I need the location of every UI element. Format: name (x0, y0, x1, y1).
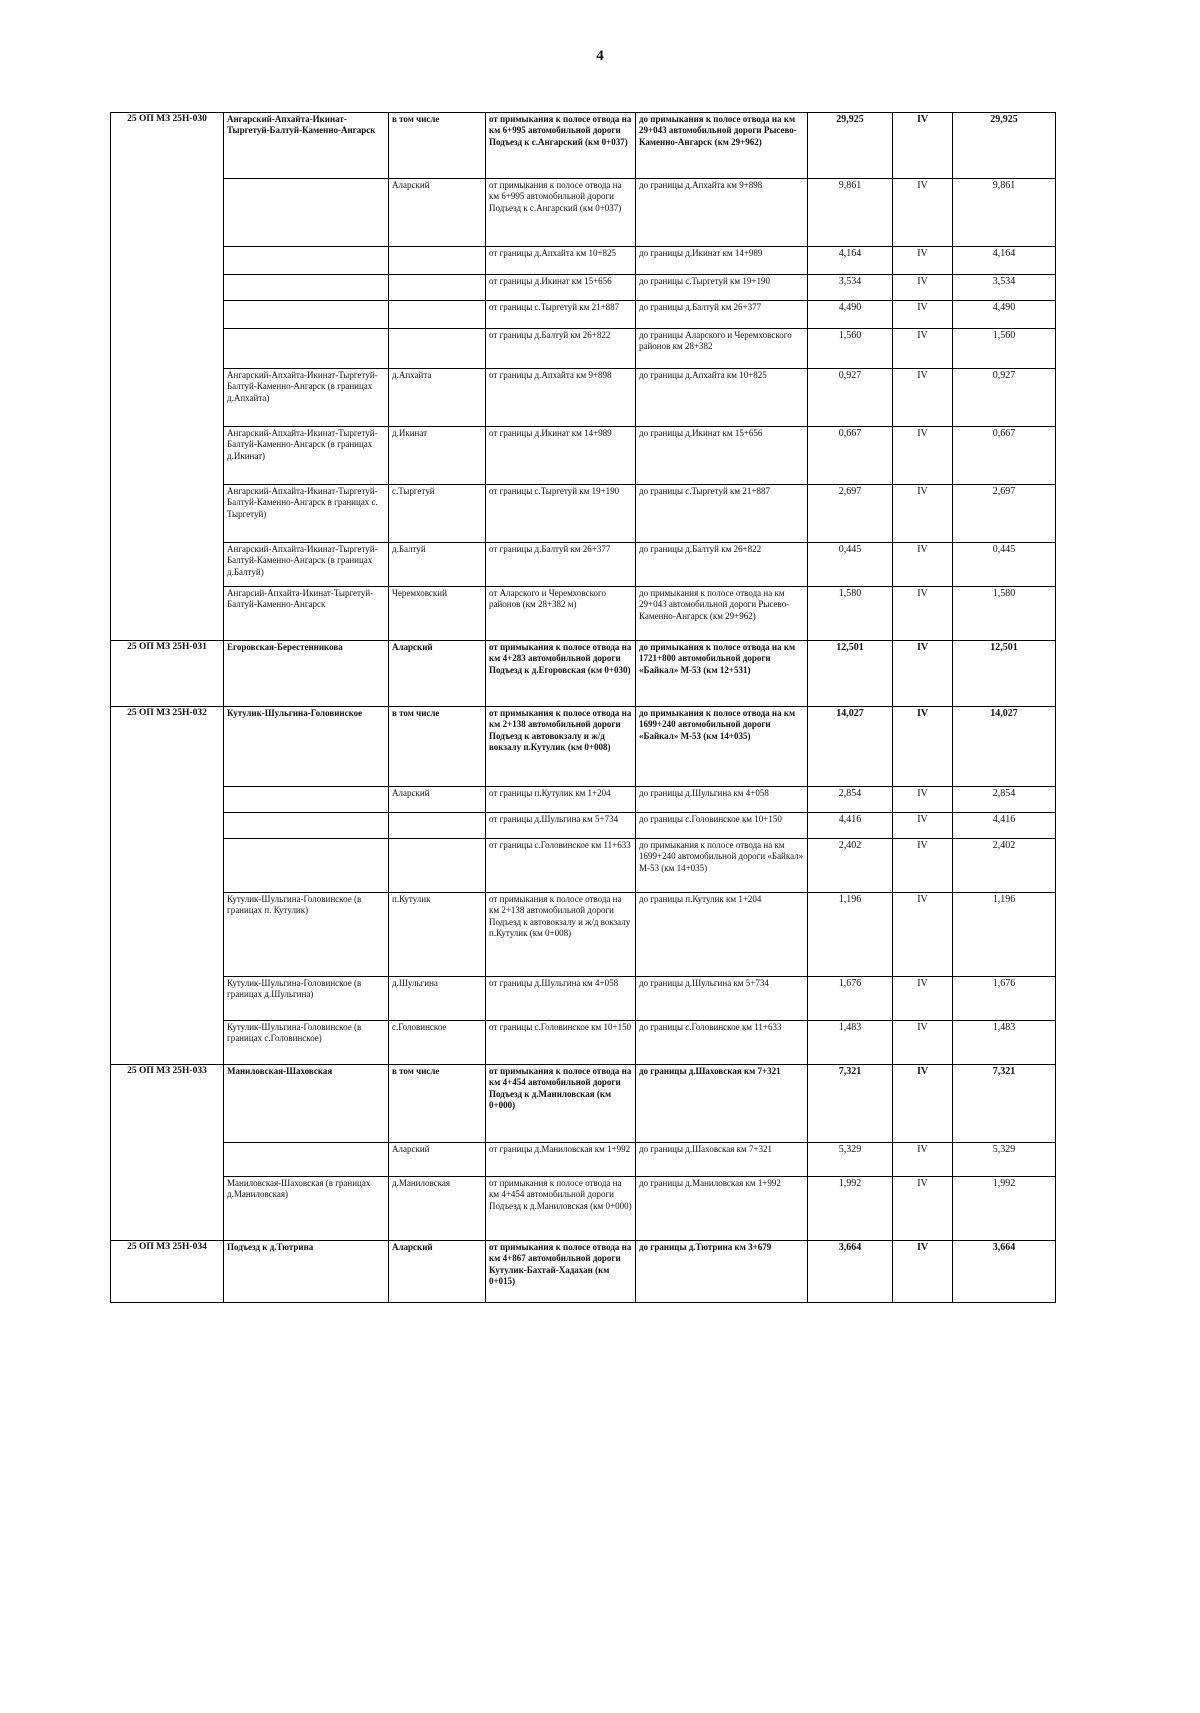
start-point-cell: от границы д.Шульгина км 5+734 (486, 813, 636, 839)
category-cell: IV (893, 1143, 953, 1177)
category-cell: IV (893, 1065, 953, 1143)
category-cell: IV (893, 1241, 953, 1303)
end-point-cell: до границы с.Головинское км 10+150 (636, 813, 808, 839)
total-length-cell: 2,697 (953, 485, 1056, 543)
district-cell: Аларский (389, 641, 486, 707)
table-row (111, 275, 1056, 301)
district-cell: с.Головинское (389, 1021, 486, 1065)
length-cell: 1,676 (808, 977, 893, 1021)
end-point-cell: до границы Аларского и Черемховского районов км 28+382 (636, 329, 808, 369)
total-length-cell: 1,992 (953, 1177, 1056, 1241)
category-cell: IV (893, 839, 953, 893)
end-point-cell: до примыкания к полосе отвода на км 1699+240 автомобильной дороги «Байкал» М-53 (км 14+035) (636, 839, 808, 893)
start-point-cell: от границы д.Икинат км 15+656 (486, 275, 636, 301)
district-cell: Аларский (389, 1143, 486, 1177)
table-row (111, 113, 1056, 179)
road-name-cell: Кутулик-Шульгина-Головинское (в границах с.Головинское) (224, 1021, 389, 1065)
start-point-cell: от Аларского и Черемховского районов (км 28+382 м) (486, 587, 636, 641)
end-point-cell: до границы д.Шульгина км 5+734 (636, 977, 808, 1021)
start-point-cell: от примыкания к полосе отвода на км 6+995 автомобильной дороги Подъезд к с.Ангарский (км 0+037) (486, 179, 636, 247)
end-point-cell: до границы д.Икинат км 15+656 (636, 427, 808, 485)
end-point-cell: до границы д.Икинат км 14+989 (636, 247, 808, 275)
road-name-cell: Ангарсий-Апхайта-Икинат-Тыргетуй-Балтуй-Каменно-Ангарск (224, 587, 389, 641)
length-cell: 14,027 (808, 707, 893, 787)
start-point-cell: от примыкания к полосе отвода на км 2+138 автомобильной дороги Подъезд к автовокзалу и ж/д вокзалу п.Кутулик (км 0+008) (486, 893, 636, 977)
category-cell: IV (893, 427, 953, 485)
length-cell: 0,445 (808, 543, 893, 587)
district-cell (389, 275, 486, 301)
start-point-cell: от границы с.Головинское км 10+150 (486, 1021, 636, 1065)
length-cell: 4,490 (808, 301, 893, 329)
length-cell: 5,329 (808, 1143, 893, 1177)
road-name-cell: Егоровская-Берестенникова (224, 641, 389, 707)
roads-table (110, 112, 1056, 1303)
start-point-cell: от границы с.Головинское км 11+633 (486, 839, 636, 893)
district-cell: с.Тыргетуй (389, 485, 486, 543)
road-name-cell: Подъезд к д.Тютрина (224, 1241, 389, 1303)
table-row (111, 427, 1056, 485)
road-name-cell (224, 839, 389, 893)
end-point-cell: до границы д.Тютрина км 3+679 (636, 1241, 808, 1303)
road-name-cell (224, 275, 389, 301)
start-point-cell: от примыкания к полосе отвода на км 2+138 автомобильной дороги Подъезд к автовокзалу и ж/д вокзалу п.Кутулик (км 0+008) (486, 707, 636, 787)
road-code-cell: 25 ОП МЗ 25Н-032 (111, 707, 224, 1065)
length-cell: 1,580 (808, 587, 893, 641)
road-code-cell: 25 ОП МЗ 25Н-031 (111, 641, 224, 707)
district-cell: в том числе (389, 113, 486, 179)
total-length-cell: 14,027 (953, 707, 1056, 787)
end-point-cell: до границы с.Тыргетуй км 21+887 (636, 485, 808, 543)
total-length-cell: 0,927 (953, 369, 1056, 427)
start-point-cell: от границы д.Балтуй км 26+377 (486, 543, 636, 587)
total-length-cell: 3,534 (953, 275, 1056, 301)
road-name-cell: Кутулик-Шульгина-Головинское (в границах п. Кутулик) (224, 893, 389, 977)
table-row (111, 301, 1056, 329)
start-point-cell: от границы д.Апхайта км 10+825 (486, 247, 636, 275)
road-name-cell: Маниловская-Шаховская (224, 1065, 389, 1143)
table-row (111, 707, 1056, 787)
road-name-cell: Маниловская-Шаховская (в границах д.Маниловская) (224, 1177, 389, 1241)
category-cell: IV (893, 301, 953, 329)
start-point-cell: от границы п.Кутулик км 1+204 (486, 787, 636, 813)
end-point-cell: до границы с.Головинское км 11+633 (636, 1021, 808, 1065)
length-cell: 3,664 (808, 1241, 893, 1303)
start-point-cell: от примыкания к полосе отвода на км 4+454 автомобильной дороги Подъезд к д.Маниловская (км 0+000) (486, 1065, 636, 1143)
category-cell: IV (893, 977, 953, 1021)
district-cell: Аларский (389, 179, 486, 247)
length-cell: 2,854 (808, 787, 893, 813)
roads-table-body (111, 113, 1056, 1303)
district-cell: в том числе (389, 707, 486, 787)
start-point-cell: от примыкания к полосе отвода на км 6+995 автомобильной дороги Подъезд к с.Ангарский (км 0+037) (486, 113, 636, 179)
district-cell: д.Икинат (389, 427, 486, 485)
table-row (111, 813, 1056, 839)
total-length-cell: 7,321 (953, 1065, 1056, 1143)
category-cell: IV (893, 247, 953, 275)
road-name-cell (224, 1143, 389, 1177)
length-cell: 0,927 (808, 369, 893, 427)
district-cell: Аларский (389, 1241, 486, 1303)
district-cell: д.Апхайта (389, 369, 486, 427)
total-length-cell: 1,676 (953, 977, 1056, 1021)
road-name-cell (224, 329, 389, 369)
road-name-cell (224, 813, 389, 839)
district-cell: д.Шульгина (389, 977, 486, 1021)
end-point-cell: до границы д.Шаховская км 7+321 (636, 1143, 808, 1177)
table-row (111, 1065, 1056, 1143)
length-cell: 4,416 (808, 813, 893, 839)
table-row (111, 1241, 1056, 1303)
district-cell (389, 301, 486, 329)
category-cell: IV (893, 787, 953, 813)
length-cell: 1,992 (808, 1177, 893, 1241)
road-name-cell: Ангарский-Апхайта-Икинат-Тыргетуй-Балтуй-Каменно-Ангарск (в границах д.Икинат) (224, 427, 389, 485)
road-name-cell (224, 179, 389, 247)
start-point-cell: от границы д.Маниловская км 1+992 (486, 1143, 636, 1177)
road-name-cell: Ангарский-Апхайта-Икинат-Тыргетуй-Балтуй-Каменно-Ангарск (224, 113, 389, 179)
road-name-cell: Ангарский-Апхайта-Икинат-Тыргетуй-Балтуй-Каменно-Ангарск (в границах д.Апхайта) (224, 369, 389, 427)
total-length-cell: 3,664 (953, 1241, 1056, 1303)
road-name-cell: Кутулик-Шульгина-Головинское (в границах д.Шульгина) (224, 977, 389, 1021)
category-cell: IV (893, 1177, 953, 1241)
category-cell: IV (893, 543, 953, 587)
end-point-cell: до границы д.Балтуй км 26+822 (636, 543, 808, 587)
category-cell: IV (893, 813, 953, 839)
start-point-cell: от границы д.Шульгина км 4+058 (486, 977, 636, 1021)
page-number: 4 (596, 48, 604, 64)
start-point-cell: от примыкания к полосе отвода на км 4+283 автомобильной дороги Подъезд к д.Егоровская (км 0+030) (486, 641, 636, 707)
total-length-cell: 1,560 (953, 329, 1056, 369)
length-cell: 2,402 (808, 839, 893, 893)
start-point-cell: от границы д.Балтуй км 26+822 (486, 329, 636, 369)
table-row (111, 179, 1056, 247)
district-cell (389, 839, 486, 893)
category-cell: IV (893, 369, 953, 427)
end-point-cell: до примыкания к полосе отвода на км 1721+800 автомобильной дороги «Байкал» М-53 (км 12+531) (636, 641, 808, 707)
table-row (111, 641, 1056, 707)
length-cell: 1,560 (808, 329, 893, 369)
start-point-cell: от границы д.Апхайта км 9+898 (486, 369, 636, 427)
end-point-cell: до границы д.Балтуй км 26+377 (636, 301, 808, 329)
table-row (111, 587, 1056, 641)
table-row (111, 485, 1056, 543)
end-point-cell: до примыкания к полосе отвода на км 1699+240 автомобильной дороги «Байкал» М-53 (км 14+035) (636, 707, 808, 787)
total-length-cell: 2,854 (953, 787, 1056, 813)
category-cell: IV (893, 893, 953, 977)
district-cell (389, 813, 486, 839)
length-cell: 1,196 (808, 893, 893, 977)
road-name-cell: Ангарский-Апхайта-Икинат-Тыргетуй-Балтуй-Каменно-Ангарск в границах с. Тыргетуй) (224, 485, 389, 543)
road-name-cell: Ангарский-Апхайта-Икинат-Тыргетуй-Балтуй-Каменно-Ангарск (в границах д.Балтуй) (224, 543, 389, 587)
table-row (111, 369, 1056, 427)
total-length-cell: 5,329 (953, 1143, 1056, 1177)
length-cell: 0,667 (808, 427, 893, 485)
length-cell: 29,925 (808, 113, 893, 179)
total-length-cell: 12,501 (953, 641, 1056, 707)
road-name-cell (224, 787, 389, 813)
length-cell: 12,501 (808, 641, 893, 707)
total-length-cell: 0,667 (953, 427, 1056, 485)
table-row (111, 893, 1056, 977)
length-cell: 3,534 (808, 275, 893, 301)
category-cell: IV (893, 1021, 953, 1065)
end-point-cell: до границы д.Апхайта км 10+825 (636, 369, 808, 427)
category-cell: IV (893, 275, 953, 301)
table-row (111, 247, 1056, 275)
category-cell: IV (893, 707, 953, 787)
total-length-cell: 29,925 (953, 113, 1056, 179)
length-cell: 4,164 (808, 247, 893, 275)
road-code-cell: 25 ОП МЗ 25Н-030 (111, 113, 224, 641)
end-point-cell: до примыкания к полосе отвода на км 29+043 автомобильной дороги Рысево-Каменно-Ангарск (км 29+962) (636, 587, 808, 641)
total-length-cell: 4,490 (953, 301, 1056, 329)
total-length-cell: 9,861 (953, 179, 1056, 247)
total-length-cell: 0,445 (953, 543, 1056, 587)
district-cell: п.Кутулик (389, 893, 486, 977)
end-point-cell: до границы п.Кутулик км 1+204 (636, 893, 808, 977)
table-row (111, 543, 1056, 587)
table-row (111, 1177, 1056, 1241)
total-length-cell: 1,580 (953, 587, 1056, 641)
end-point-cell: до границы д.Апхайта км 9+898 (636, 179, 808, 247)
end-point-cell: до границы д.Шульгина км 4+058 (636, 787, 808, 813)
road-name-cell: Кутулик-Шульгина-Головинское (224, 707, 389, 787)
length-cell: 7,321 (808, 1065, 893, 1143)
district-cell: в том числе (389, 1065, 486, 1143)
district-cell (389, 247, 486, 275)
table-row (111, 787, 1056, 813)
start-point-cell: от примыкания к полосе отвода на км 4+867 автомобильной дороги Кутулик-Бахтай-Хадахан (км 0+015) (486, 1241, 636, 1303)
end-point-cell: до примыкания к полосе отвода на км 29+043 автомобильной дороги Рысево-Каменно-Ангарск (км 29+962) (636, 113, 808, 179)
start-point-cell: от примыкания к полосе отвода на км 4+454 автомобильной дороги Подъезд к д.Маниловская (км 0+000) (486, 1177, 636, 1241)
road-name-cell (224, 247, 389, 275)
road-name-cell (224, 301, 389, 329)
table-row (111, 329, 1056, 369)
length-cell: 1,483 (808, 1021, 893, 1065)
table-row (111, 1143, 1056, 1177)
start-point-cell: от границы д.Икинат км 14+989 (486, 427, 636, 485)
end-point-cell: до границы д.Маниловская км 1+992 (636, 1177, 808, 1241)
end-point-cell: до границы д.Шаховская км 7+321 (636, 1065, 808, 1143)
district-cell: Черемховский (389, 587, 486, 641)
table-row (111, 839, 1056, 893)
total-length-cell: 4,416 (953, 813, 1056, 839)
district-cell: Аларский (389, 787, 486, 813)
category-cell: IV (893, 329, 953, 369)
category-cell: IV (893, 641, 953, 707)
length-cell: 9,861 (808, 179, 893, 247)
table-row (111, 977, 1056, 1021)
start-point-cell: от границы с.Тыргетуй км 19+190 (486, 485, 636, 543)
total-length-cell: 2,402 (953, 839, 1056, 893)
category-cell: IV (893, 587, 953, 641)
length-cell: 2,697 (808, 485, 893, 543)
category-cell: IV (893, 179, 953, 247)
district-cell (389, 329, 486, 369)
district-cell: д.Балтуй (389, 543, 486, 587)
district-cell: д.Маниловская (389, 1177, 486, 1241)
road-code-cell: 25 ОП МЗ 25Н-034 (111, 1241, 224, 1303)
end-point-cell: до границы с.Тыргетуй км 19+190 (636, 275, 808, 301)
category-cell: IV (893, 113, 953, 179)
road-code-cell: 25 ОП МЗ 25Н-033 (111, 1065, 224, 1241)
category-cell: IV (893, 485, 953, 543)
total-length-cell: 1,483 (953, 1021, 1056, 1065)
table-row (111, 1021, 1056, 1065)
total-length-cell: 4,164 (953, 247, 1056, 275)
start-point-cell: от границы с.Тыргетуй км 21+887 (486, 301, 636, 329)
total-length-cell: 1,196 (953, 893, 1056, 977)
